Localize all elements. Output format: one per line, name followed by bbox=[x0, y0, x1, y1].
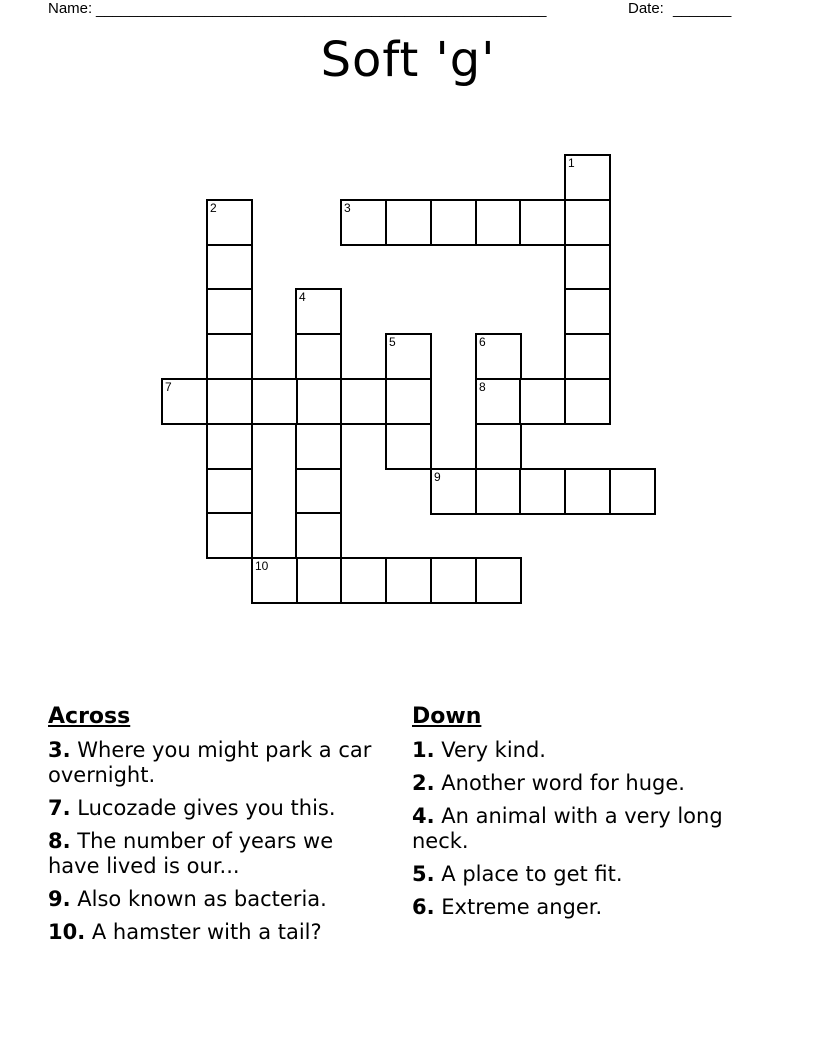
clue-down-4 bbox=[412, 804, 772, 854]
clue-number-label: 3 bbox=[344, 201, 351, 215]
clue-across-7 bbox=[48, 796, 388, 821]
down-heading: Down bbox=[412, 704, 482, 729]
clue-text: Also known as bacteria. bbox=[77, 887, 327, 911]
date-field[interactable]: _______ bbox=[673, 1, 732, 18]
across-heading: Across bbox=[48, 704, 131, 729]
grid-cell[interactable] bbox=[564, 288, 611, 335]
grid-cell[interactable] bbox=[340, 199, 387, 246]
clue-text: Extreme anger. bbox=[441, 895, 603, 919]
grid-cell[interactable] bbox=[206, 512, 253, 559]
grid-cell[interactable] bbox=[251, 378, 298, 425]
clue-number-label: 9 bbox=[434, 470, 441, 484]
clue-number-label: 5 bbox=[389, 335, 396, 349]
grid-cell[interactable] bbox=[206, 199, 253, 246]
clue-across-8 bbox=[48, 829, 388, 879]
grid-cell[interactable] bbox=[430, 199, 477, 246]
clue-text: A place to get fit. bbox=[441, 862, 623, 886]
clue-text: An animal with a very long neck. bbox=[412, 804, 723, 853]
grid-cell[interactable] bbox=[519, 468, 566, 515]
grid-cell[interactable] bbox=[564, 333, 611, 380]
across-clues bbox=[48, 704, 388, 945]
grid-cell[interactable] bbox=[430, 557, 477, 604]
clue-number-label: 4 bbox=[299, 290, 306, 304]
grid-cell[interactable] bbox=[206, 468, 253, 515]
grid-cell[interactable] bbox=[519, 199, 566, 246]
clue-across-10 bbox=[48, 920, 388, 945]
name-field[interactable]: ______________________________________________________ bbox=[96, 1, 547, 18]
grid-cell[interactable] bbox=[385, 423, 432, 470]
clue-text: Where you might park a car overnight. bbox=[48, 738, 372, 787]
grid-cell[interactable] bbox=[564, 378, 611, 425]
clue-number: 9. bbox=[48, 887, 71, 911]
clue-number-label: 6 bbox=[479, 335, 486, 349]
grid-cell[interactable] bbox=[206, 423, 253, 470]
grid-cell[interactable] bbox=[295, 512, 342, 559]
grid-cell[interactable] bbox=[206, 288, 253, 335]
grid-cell[interactable] bbox=[161, 378, 208, 425]
grid-cell[interactable] bbox=[295, 333, 342, 380]
grid-cell[interactable] bbox=[475, 378, 522, 425]
grid-cell[interactable] bbox=[475, 199, 522, 246]
grid-cell[interactable] bbox=[609, 468, 656, 515]
clue-number: 7. bbox=[48, 796, 71, 820]
grid-cell[interactable] bbox=[475, 557, 522, 604]
clue-text: Another word for huge. bbox=[441, 771, 685, 795]
grid-cell[interactable] bbox=[295, 288, 342, 335]
grid-cell[interactable] bbox=[564, 199, 611, 246]
clue-number: 3. bbox=[48, 738, 71, 762]
clue-across-3 bbox=[48, 738, 388, 788]
grid-cell[interactable] bbox=[206, 244, 253, 291]
clue-down-5 bbox=[412, 862, 772, 887]
name-label: Name: bbox=[48, 0, 93, 17]
clue-number-label: 1 bbox=[568, 156, 575, 170]
page-title: Soft 'g' bbox=[320, 32, 496, 88]
grid-cell[interactable] bbox=[564, 154, 611, 201]
clue-number-label: 10 bbox=[255, 559, 269, 573]
grid-cell[interactable] bbox=[251, 557, 298, 604]
grid-cell[interactable] bbox=[385, 333, 432, 380]
grid-cell[interactable] bbox=[385, 378, 432, 425]
clue-down-6 bbox=[412, 895, 772, 920]
grid-cell[interactable] bbox=[564, 244, 611, 291]
clue-number-label: 2 bbox=[210, 201, 217, 215]
grid-cell[interactable] bbox=[475, 423, 522, 470]
grid-cell[interactable] bbox=[564, 468, 611, 515]
clue-number: 4. bbox=[412, 804, 435, 828]
clue-number: 2. bbox=[412, 771, 435, 795]
grid-cell[interactable] bbox=[295, 378, 342, 425]
clue-number: 1. bbox=[412, 738, 435, 762]
clue-number: 5. bbox=[412, 862, 435, 886]
grid-cell[interactable] bbox=[340, 378, 387, 425]
grid-cell[interactable] bbox=[295, 468, 342, 515]
clue-down-2 bbox=[412, 771, 772, 796]
grid-cell[interactable] bbox=[295, 423, 342, 470]
clue-down-1 bbox=[412, 738, 772, 763]
date-label: Date: bbox=[628, 0, 664, 17]
grid-cell[interactable] bbox=[206, 378, 253, 425]
grid-cell[interactable] bbox=[475, 333, 522, 380]
clue-number: 8. bbox=[48, 829, 71, 853]
clue-number-label: 8 bbox=[479, 380, 486, 394]
grid-cell[interactable] bbox=[385, 557, 432, 604]
grid-cell[interactable] bbox=[340, 557, 387, 604]
clue-across-9 bbox=[48, 887, 388, 912]
clue-text: Lucozade gives you this. bbox=[77, 796, 336, 820]
clue-text: Very kind. bbox=[441, 738, 546, 762]
grid-cell[interactable] bbox=[430, 468, 477, 515]
grid-cell[interactable] bbox=[206, 333, 253, 380]
grid-cell[interactable] bbox=[475, 468, 522, 515]
grid-cell[interactable] bbox=[385, 199, 432, 246]
clue-number: 6. bbox=[412, 895, 435, 919]
grid-cell[interactable] bbox=[519, 378, 566, 425]
clue-number: 10. bbox=[48, 920, 86, 944]
grid-cell[interactable] bbox=[295, 557, 342, 604]
clue-text: A hamster with a tail? bbox=[91, 920, 322, 944]
clue-number-label: 7 bbox=[165, 380, 172, 394]
clue-text: The number of years we have lived is our... bbox=[48, 829, 334, 878]
down-clues bbox=[412, 704, 772, 920]
